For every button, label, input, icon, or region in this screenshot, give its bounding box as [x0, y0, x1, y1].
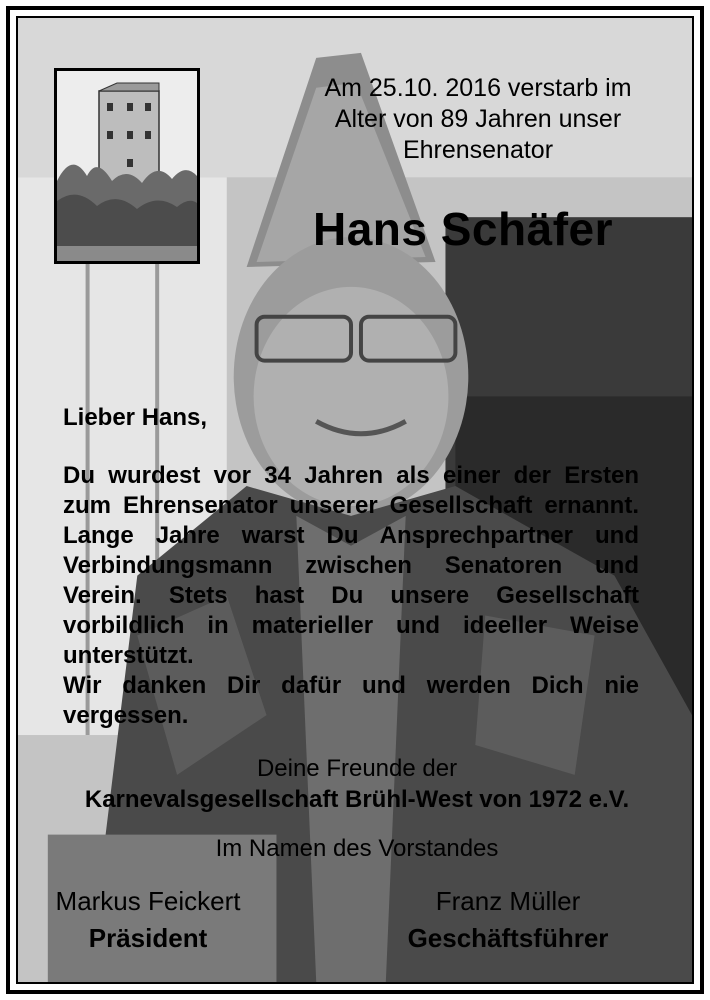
society-name: Karnevalsgesellschaft Brühl-West von 1972 e.V.: [84, 786, 630, 813]
signatory-manager: [383, 886, 633, 954]
notice-panel: [16, 16, 694, 984]
signatory-name: Markus Feickert: [55, 886, 241, 916]
tower-thumbnail-image: [54, 68, 200, 264]
signatory-name: Franz Müller: [435, 886, 581, 916]
closing-line: Deine Freunde der: [256, 755, 458, 782]
tribute-paragraph: Wir danken Dir dafür und werden Dich nie vergessen.: [63, 672, 639, 729]
signatory-role: Präsident: [88, 923, 208, 953]
board-line: Im Namen des Vorstandes: [215, 835, 499, 862]
death-announcement-intro: [288, 73, 668, 166]
deceased-name: Hans Schäfer: [312, 203, 613, 255]
intro-line: Alter von 89 Jahren unser: [334, 105, 622, 133]
signatory-role: Geschäftsführer: [407, 923, 609, 953]
signatory-president: [23, 886, 273, 954]
greeting: Lieber Hans,: [63, 404, 208, 431]
intro-line: Ehrensenator: [402, 136, 554, 164]
tribute-text: [63, 461, 639, 731]
intro-line: Am 25.10. 2016 verstarb im: [324, 74, 632, 102]
tribute-paragraph: Du wurdest vor 34 Jahren als einer der Ersten zum Ehrensenator unserer Gesellschaft ernannt. Lange Jahre warst Du Ansprechpartner und Verbindungsmann zwischen Senatoren und Verein. Stets hast Du unsere Gesellschaft vorbildlich in materieller und ideeller Weise unterstützt.: [63, 462, 639, 669]
